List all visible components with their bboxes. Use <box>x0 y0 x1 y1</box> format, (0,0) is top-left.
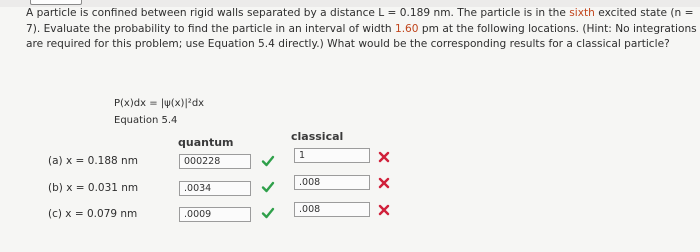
row-c-classical-cross-icon <box>377 203 391 217</box>
row-a-label: (a) x = 0.188 nm <box>48 155 138 167</box>
row-a-quantum-answer-input[interactable]: 000228 <box>179 154 251 169</box>
excited-state-highlight: sixth <box>569 7 595 19</box>
quantum-column-header: quantum <box>178 136 234 149</box>
row-b-classical-answer-input[interactable]: .008 <box>294 175 370 190</box>
probability-formula: P(x)dx = |ψ(x)|²dx <box>114 98 205 109</box>
row-a-quantum-check-icon <box>261 154 275 168</box>
row-b-classical-cross-icon <box>377 176 391 190</box>
interval-width-highlight: 1.60 <box>394 22 419 35</box>
row-c-quantum-check-icon <box>261 206 275 220</box>
equation-label: Equation 5.4 <box>114 115 178 126</box>
row-b-quantum-check-icon <box>261 180 275 194</box>
problem-statement <box>26 6 700 53</box>
problem-text-part-1: A particle is confined between rigid walls separated by a distance L = 0.189 nm. The particle is in the <box>26 7 570 19</box>
problem-text-part-2: excited state (n = 7). Evaluate the probability to find the particle in an interval of width <box>26 7 694 35</box>
row-a-classical-cross-icon <box>377 150 391 164</box>
row-c-classical-answer-input[interactable]: .008 <box>294 202 370 217</box>
row-a-classical-answer-input[interactable]: 1 <box>294 148 370 163</box>
row-b-label: (b) x = 0.031 nm <box>48 182 139 194</box>
classical-column-header: classical <box>291 130 344 143</box>
problem-text-part-3: pm at the following locations. (Hint: No integrations are required for this problem; use Equation 5.4 directly.) What would be the corresponding results for a classical particle? <box>26 22 697 51</box>
row-b-quantum-answer-input[interactable]: .0034 <box>179 181 251 196</box>
top-tab-button[interactable] <box>30 0 82 5</box>
row-c-quantum-answer-input[interactable]: .0009 <box>179 207 251 222</box>
row-c-label: (c) x = 0.079 nm <box>48 208 138 220</box>
